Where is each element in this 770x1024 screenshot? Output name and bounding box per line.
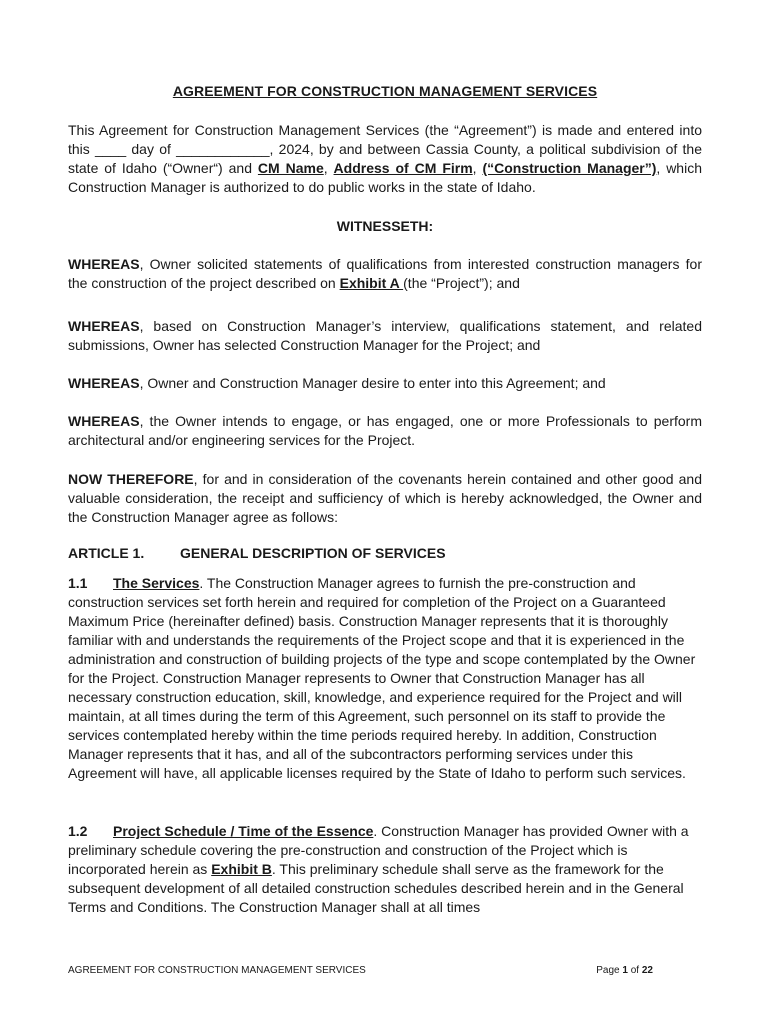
section-1-2 (68, 822, 702, 917)
of-word: of (627, 965, 642, 976)
section-text-end: . This preliminary schedule shall serve as the framework for the subsequent development of all detailed construction schedules described herein and in the General Terms and Conditions. The Construction Manager shall at all times (68, 861, 684, 915)
exhibit-a-reference: Exhibit A (339, 275, 404, 291)
whereas-2-text: , based on Construction Manager’s interview, qualifications statement, and related submissions, Owner has selected Construction Manager for the Project; and (68, 318, 702, 353)
document-title: AGREEMENT FOR CONSTRUCTION MANAGEMENT SERVICES (172, 83, 598, 99)
whereas-4-text: , the Owner intends to engage, or has engaged, one or more Professionals to perform architectural and/or engineering services for the Project. (68, 413, 702, 448)
whereas-1-text: , Owner solicited statements of qualifications from interested construction managers for the construction of the project described on (68, 256, 702, 291)
intro-paragraph (68, 121, 702, 197)
whereas-paragraph-4 (68, 412, 702, 450)
page-number: 1 (622, 965, 628, 976)
intro-text-1: This Agreement for Construction Management Services (the “Agreement”) is made and entered into this ____ day of ____________, 2024, by and between Cassia County, a political subdivision of the state of Idaho (“Owner“) and (68, 122, 702, 176)
page-footer (68, 965, 653, 976)
whereas-paragraph-3 (68, 374, 702, 393)
witnesseth-heading: WITNESSETH: (336, 218, 434, 234)
whereas-paragraph-1 (68, 255, 702, 293)
whereas-label: WHEREAS (68, 375, 140, 391)
now-therefore-label: NOW THEREFORE (68, 471, 194, 487)
whereas-1-text-end: (the “Project”); and (403, 275, 520, 291)
section-heading: Project Schedule / Time of the Essence (113, 823, 374, 839)
whereas-label: WHEREAS (68, 256, 140, 272)
page-word: Page (596, 965, 623, 976)
article-1-heading (68, 545, 446, 561)
intro-separator-2: , (472, 160, 483, 176)
intro-text-2: , which Construction Manager is authorized to do public works in the state of Idaho. (68, 160, 702, 195)
exhibit-b-reference: Exhibit B (211, 861, 272, 877)
now-therefore-text: , for and in consideration of the covenants herein contained and other good and valuable consideration, the receipt and sufficiency of which is hereby acknowledged, the Owner and the Construction Manager agree as follows: (68, 471, 702, 525)
whereas-paragraph-2 (68, 317, 702, 355)
article-number: ARTICLE 1. (68, 545, 145, 561)
page-indicator (596, 965, 653, 976)
cm-definition: (“Construction Manager”) (482, 160, 657, 176)
section-number: 1.1 (68, 575, 88, 591)
section-heading: The Services (113, 575, 200, 591)
whereas-label: WHEREAS (68, 413, 140, 429)
cm-name-placeholder: CM Name (257, 160, 324, 176)
section-text: . Construction Manager has provided Owner with a preliminary schedule covering the pre-construction and construction of the Project which is incorporated herein as (68, 823, 689, 877)
whereas-label: WHEREAS (68, 318, 140, 334)
cm-address-placeholder: Address of CM Firm (333, 160, 473, 176)
section-1-1 (68, 574, 702, 783)
page-total: 22 (641, 965, 653, 976)
section-number: 1.2 (68, 823, 88, 839)
whereas-3-text: , Owner and Construction Manager desire to enter into this Agreement; and (139, 375, 606, 391)
now-therefore-paragraph (68, 470, 702, 527)
intro-separator-1: , (323, 160, 334, 176)
footer-title: AGREEMENT FOR CONSTRUCTION MANAGEMENT SERVICES (68, 965, 366, 976)
article-title: GENERAL DESCRIPTION OF SERVICES (180, 545, 446, 561)
section-text: . The Construction Manager agrees to furnish the pre-construction and construction services set forth herein and required for completion of the Project on a Guaranteed Maximum Price (hereinafter defined) basis. Construction Manager represents that it is thoroughly familiar with and understands the requirements of the Project scope and that it is experienced in the administration and construction of building projects of the type and scope contemplated by the Owner for the Project. Construction Manager represents to Owner that Construction Manager has all necessary construction education, skill, knowledge, and experience required for the Project and will maintain, at all times during the term of this Agreement, such personnel on its staff to provide the services contemplated hereby within the time periods required hereby. In addition, Construction Manager represents that it has, and all of the subcontractors performing services under this Agreement will have, all applicable licenses required by the State of Idaho to perform such services. (68, 575, 696, 781)
